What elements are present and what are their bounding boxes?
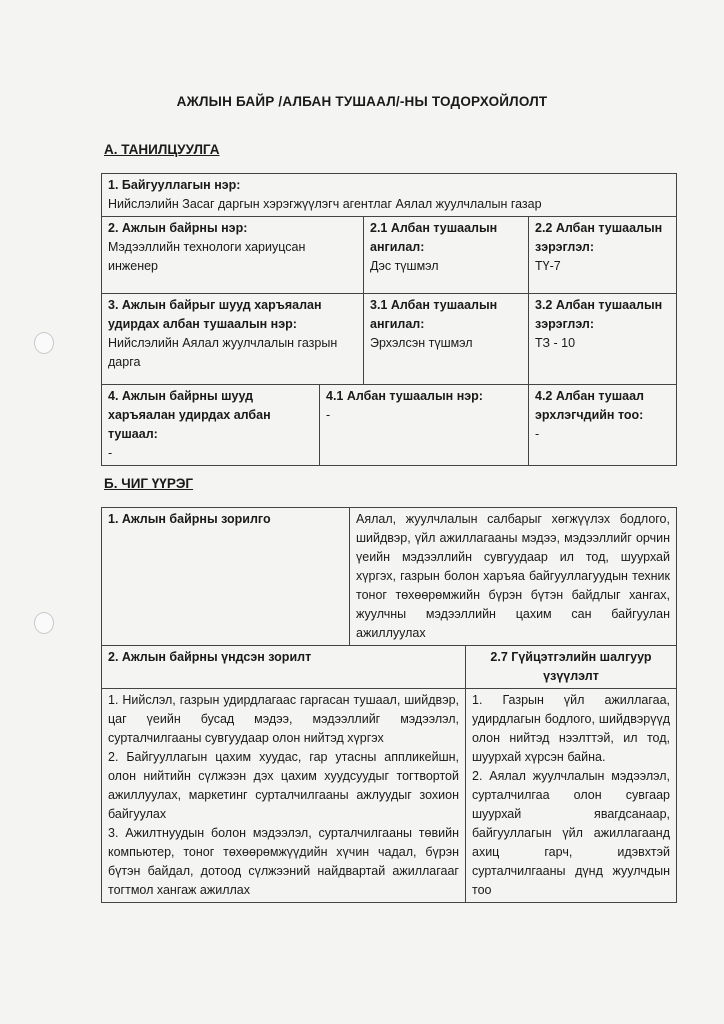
supervisor-category-cell bbox=[364, 294, 529, 385]
field-label: 4.2 Албан тушаал эрхлэгчдийн тоо: bbox=[535, 389, 644, 422]
document-title: АЖЛЫН БАЙР /АЛБАН ТУШААЛ/-НЫ ТОДОРХОЙЛОЛТ bbox=[176, 94, 548, 109]
table-row bbox=[102, 646, 677, 689]
purpose-text-cell bbox=[350, 508, 677, 646]
field-label: 1. Байгууллагын нэр: bbox=[108, 178, 241, 192]
list-item: 2. Аялал жуулчлалын мэдээлэл, сурталчилгаа олон сувгаар шуурхай явагдсанаар, байгууллагын үйл ажиллагаанд ахиц гарч, идэвхтэй сурталчилгааны дүнд жуулчдын тоо bbox=[472, 769, 670, 897]
supervisor-cell bbox=[102, 294, 364, 385]
kpi-header-cell bbox=[466, 646, 677, 689]
field-label: 4. Ажлын байрны шууд харъяалан удирдах албан тушаал: bbox=[108, 389, 271, 441]
list-item: 2. Байгууллагын цахим хуудас, гар утасны аппликейшн, олон нийтийн сүлжээн дэх цахим хуудсуудыг тогтвортой ажиллуулах, маркетинг сурталчилгааны ажлуудыг зохион байгуулах bbox=[108, 750, 459, 821]
field-label: 2.1 Албан тушаалын ангилал: bbox=[370, 221, 498, 254]
field-label: 3. Ажлын байрыг шууд харъяалан удирдах албан тушаалын нэр: bbox=[108, 298, 322, 331]
field-label: 3.1 Албан тушаалын ангилал: bbox=[370, 298, 498, 331]
duties-table bbox=[101, 507, 677, 903]
list-item: 1. Газрын үйл ажиллагаа, удирдлагын бодлого, шийдвэрүүд олон нийтэд нээлттэй, ил тод, шуурхай хүрсэн байна. bbox=[472, 693, 670, 764]
field-value: - bbox=[535, 427, 540, 441]
field-value: Нийслэлийн Засаг даргын хэрэгжүүлэгч агентлаг Аялал жуулчлалын газар bbox=[108, 197, 542, 211]
field-label: 2. Ажлын байрны нэр: bbox=[108, 221, 248, 235]
field-value: Нийслэлийн Аялал жуулчлалын газрын дарга bbox=[108, 336, 338, 369]
organization-cell bbox=[102, 174, 677, 217]
field-value: - bbox=[326, 408, 331, 422]
goals-cell bbox=[102, 689, 466, 903]
field-value: Аялал, жуулчлалын салбарыг хөгжүүлэх бодлого, шийдвэр, үйл ажиллагааны мэдээ, мэдээллийг орчин үеийн мэдээллийн сувгуудаар ил тод, шуурхай хүргэх, газрын болон харъяа байгууллагуудын техник тоног төхөөрөмжийн бүрэн бүтэн байдлыг хангах, жуулчны мэдээллийн цахим сан байгуулан ажиллуулах bbox=[356, 512, 670, 640]
field-label: 2.2 Албан тушаалын зэрэглэл: bbox=[535, 221, 663, 254]
table-row bbox=[102, 508, 677, 646]
kpi-cell bbox=[466, 689, 677, 903]
field-label: 4.1 Албан тушаалын нэр: bbox=[326, 389, 483, 403]
punch-hole bbox=[34, 332, 54, 354]
field-label: 3.2 Албан тушаалын зэрэглэл: bbox=[535, 298, 663, 331]
field-value: ТҮ-7 bbox=[535, 259, 561, 273]
field-value: Мэдээллийн технологи хариуцсан инженер bbox=[108, 240, 306, 273]
punch-hole bbox=[34, 612, 54, 634]
subordinate-name-cell bbox=[320, 385, 529, 466]
field-value: - bbox=[108, 446, 113, 460]
table-row bbox=[102, 174, 677, 217]
field-value: Дэс түшмэл bbox=[370, 259, 439, 273]
field-label: 1. Ажлын байрны зорилго bbox=[108, 512, 271, 526]
field-value: ТЗ - 10 bbox=[535, 336, 576, 350]
table-row bbox=[102, 294, 677, 385]
table-row bbox=[102, 385, 677, 466]
purpose-label-cell bbox=[102, 508, 350, 646]
category-cell bbox=[364, 217, 529, 294]
table-row bbox=[102, 689, 677, 903]
subordinate-cell bbox=[102, 385, 320, 466]
goals-header-cell bbox=[102, 646, 466, 689]
field-label: 2. Ажлын байрны үндсэн зорилт bbox=[108, 650, 312, 664]
list-item: 1. Нийслэл, газрын удирдлагаас гаргасан тушаал, шийдвэр, цаг үеийн бусад мэдээ, мэдээллийг мэдээлэл, сурталчилгааны сувгуудаар олон нийтэд хүргэх bbox=[108, 693, 459, 745]
job-name-cell bbox=[102, 217, 364, 294]
section-heading-duties: Б. ЧИГ ҮҮРЭГ bbox=[104, 476, 194, 491]
section-heading-intro: А. ТАНИЛЦУУЛГА bbox=[104, 142, 220, 157]
field-label: 2.7 Гүйцэтгэлийн шалгуур үзүүлэлт bbox=[490, 650, 652, 683]
intro-table bbox=[101, 173, 677, 466]
list-item: 3. Ажилтнуудын болон мэдээлэл, сурталчилгааны төвийн компьютер, тоног төхөөрөмжүүдийн хүчин чадал, бүрэн бүтэн байдал, дотоод сүлжээний найдвартай ажиллагааг тогтмол хангаж ажиллах bbox=[108, 826, 459, 897]
field-value: Эрхэлсэн түшмэл bbox=[370, 336, 473, 350]
subordinate-count-cell bbox=[529, 385, 677, 466]
level-cell bbox=[529, 217, 677, 294]
supervisor-level-cell bbox=[529, 294, 677, 385]
table-row bbox=[102, 217, 677, 294]
